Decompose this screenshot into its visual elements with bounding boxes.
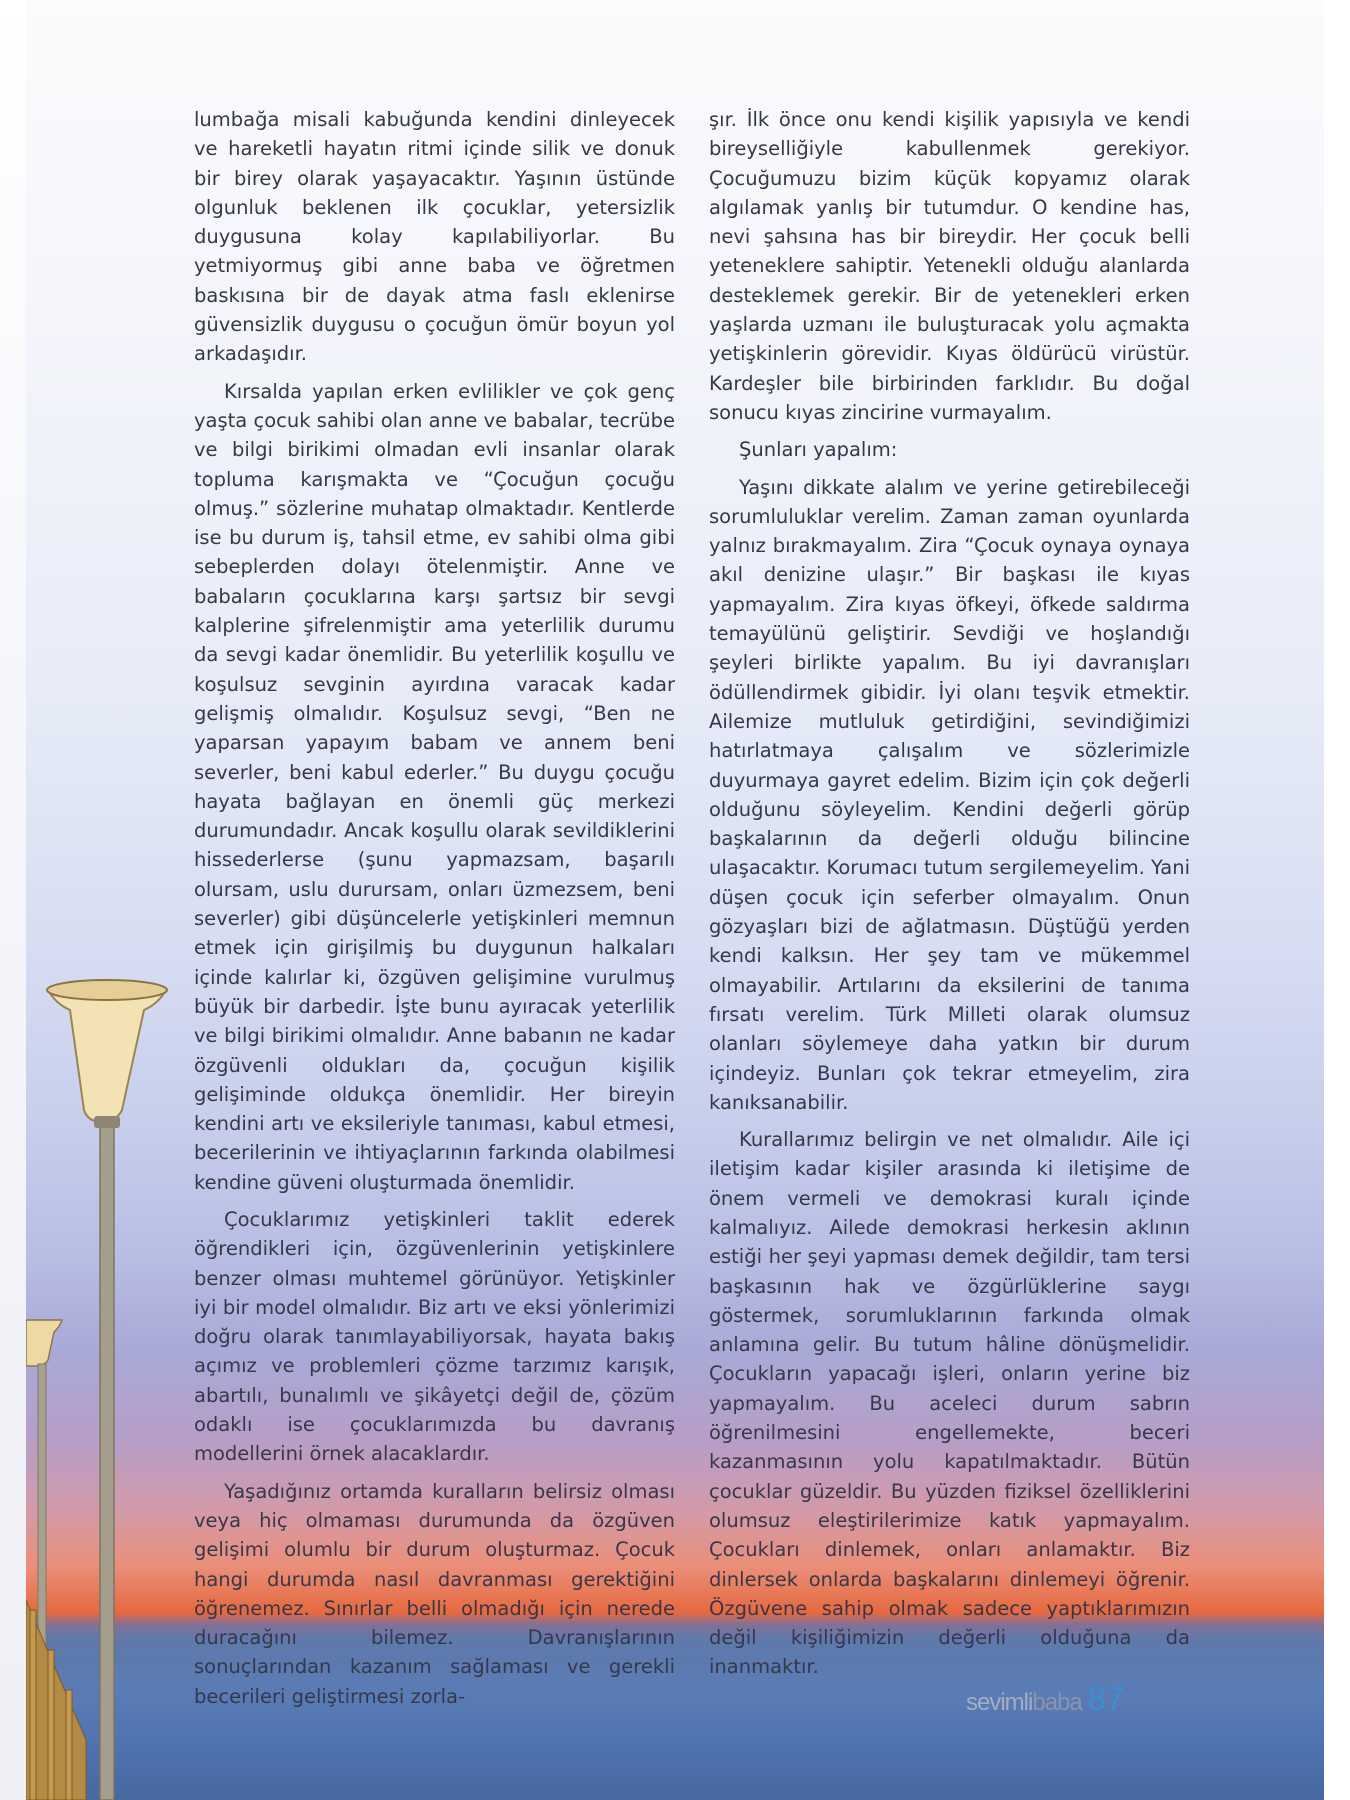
- paragraph: şır. İlk önce onu kendi kişilik yapısıyla ve kendi bireyselliğiyle kabullenmek gerekiyor. Çocuğumuzu bizim küçük kopyamız olarak algılamak yanlış bir tutumdur. O kendine has, nevi şahsına has bir bireydir. Her çocuk belli yeteneklere sahiptir. Yetenekli olduğu alanlarda desteklemek gerekir. Bir de yetenekleri erken yaşlarda uzmanı ile buluşturacak yolu açmakta yetişkinlerin görevidir. Kıyas öldürücü virüstür. Kardeşler bile birbirinden farklıdır. Bu doğal sonucu kıyas zincirine vurmayalım.: [709, 108, 1190, 424]
- paragraph: Yaşadığınız ortamda kuralların belirsiz olması veya hiç olmaması durumunda da özgüven gelişimi olumlu bir durum oluşturmaz. Çocuk hangi durumda nasıl davranması gerektiğini öğrenemez. Sınırlar belli olmadığı için nerede duracağını bilemez. Davranışlarının sonuçlarından kazanım sağlaması ve gerekli becerileri geliştirmesi zorla-: [194, 1479, 675, 1708]
- pier-railing: [26, 1600, 86, 1800]
- lamp-shade-small-icon: [26, 1320, 62, 1366]
- page-footer: [966, 1680, 1124, 1720]
- page-margin-left: [0, 0, 26, 1800]
- page-margin-right: [1324, 0, 1350, 1800]
- section-heading: Şunları yapalım:: [739, 438, 898, 462]
- lamp-shade-icon: [48, 990, 166, 1122]
- paragraph: Kurallarımız belirgin ve net olmalıdır. Aile içi iletişim kadar kişiler arasında ki iletişime de önem vermeli ve demokrasi kuralı içinde kalmalıyız. Ailede demokrasi herkesin aklının estiği her şeyi yapması demek değildir, tam tersi başkasının hak ve özgürlüklerine saygı göstermek, sorumluklarının farkında olmak anlamına gelir. Bu tutum hâline dönüşmelidir. Çocukların yapacağı işleri, onların yerine biz yapmayalım. Bu aceleci durum sabrın öğrenilmesini engellemekte, beceri kazanmasının yolu kapatılmaktadır. Bütün çocuklar güzeldir. Bu yüzden fiziksel özelliklerini olumsuz eleştirilerimize katık yapmayalım. Çocukları dinlemek, onları anlamaktır. Biz dinlersek onlarda başkalarını dinlemeyi öğrenir. Özgüvene sahip olmak sadece yaptıklarımızın değil kişiliğimizin değerli olduğuna da inanmaktır.: [709, 1128, 1190, 1679]
- article-column-left: [194, 105, 675, 1719]
- paragraph: lumbağa misali kabuğunda kendini dinleyecek ve hareketli hayatın ritmi içinde silik ve donuk bir birey olarak yaşayacaktır. Yaşının üstünde olgunluk beklenen ilk çocuklar, yetersizlik duygusuna kolay kapılabiliyorlar. Bu yetmiyormuş gibi anne baba ve öğretmen baskısına bir de dayak atma faslı eklenirse güvensizlik duygusu o çocuğun ömür boyun yol arkadaşıdır.: [194, 108, 675, 366]
- magazine-name: baba: [1032, 1689, 1082, 1716]
- page-number: 87: [1087, 1680, 1125, 1717]
- article-column-right: [709, 105, 1190, 1690]
- magazine-prefix: sevimli: [966, 1689, 1033, 1716]
- magazine-logo: [966, 1689, 1082, 1716]
- paragraph: Yaşını dikkate alalım ve yerine getirebileceği sorumluluklar verelim. Zaman zaman oyunlarda yalnız bırakmayalım. Zira “Çocuk oynaya oynaya akıl denizine ulaşır.” Bir başkası ile kıyas yapmayalım. Zira kıyas öfkeyi, öfkede saldırma temayülünü geliştirir. Sevdiği ve hoşlandığı şeyleri birlikte yapalım. Bu iyi davranışları ödüllendirmek gibidir. İyi olanı teşvik etmektir. Ailemize mutluluk getirdiğini, sevindiğimizi hatırlatmaya çalışalım ve sözlerimizle duyurmaya gayret edelim. Bizim için çok değerli olduğunu söyleyelim. Kendini değerli görüp başkalarının da değerli olduğu bilincine ulaşacaktır. Korumacı tutum sergilemeyelim. Yani düşen çocuk için seferber olmayalım. Onun gözyaşları bizi de ağlatmasın. Düştüğü yerden kendi kalksın. Her şey tam ve mükemmel olmayabilir. Artılarını da eksilerini de tanıma fırsatı verelim. Türk Milleti olarak olumsuz olanları söylemeye daha yatkın bir durum içindeyiz. Bunları çok tekrar etmeyelim, zira kanıksanabilir.: [709, 475, 1190, 1114]
- page-background: [26, 0, 1324, 1800]
- paragraph: Kırsalda yapılan erken evlilikler ve çok genç yaşta çocuk sahibi olan anne ve babalar, tecrübe ve bilgi birikimi olmadan evli insanlar olarak topluma karışmakta ve “Çocuğun çocuğu olmuş.” sözlerine muhatap olmaktadır. Kentlerde ise bu durum iş, tahsil etme, ev sahibi olma gibi sebeplerden dolayı ötelenmiştir. Anne ve babaların çocuklarına karşı şartsız bir sevgi kalplerine şifrelenmiştir ama yeterlilik durumu da sevgi kadar önemlidir. Bu yeterlilik koşullu ve koşulsuz sevginin ayırdına varacak kadar gelişmiş olmalıdır. Koşulsuz sevgi, “Ben ne yaparsan yapayım babam ve annem beni severler, beni kabul ederler.” Bu duygu çocuğu hayata bağlayan en önemli güç merkezi durumundadır. Ancak koşullu olarak sevildiklerini hissederlerse (şunu yapmazsam, başarılı olursam, uslu durursam, onları üzmezsem, beni severler) gibi düşüncelerle yetişkinleri memnun etmek için girişilmiş bu duygunun halkaları içinde kalırlar ki, özgüven gelişimine vurulmuş büyük bir darbedir. İşte bunu ayıracak yeterlilik ve bilgi birikimi olmalıdır. Anne babanın ne kadar özgüvenli oldukları da, çocuğun kişilik gelişiminde oldukça önemlidir. Her bireyin kendini artı ve eksileriyle tanıması, kabul etmesi, becerilerinin ve ihtiyaçlarının farkında olabilmesi kendine güveni oluşturmada önemlidir.: [194, 379, 675, 1194]
- paragraph: Çocuklarımız yetişkinleri taklit ederek öğrendikleri için, özgüvenlerinin yetişkinlere benzer olması muhtemel görünüyor. Yetişkinler iyi bir model olmalıdır. Biz artı ve eksi yönlerimizi doğru olarak tanımlayabiliyorsak, hayata bakış açımız ve problemleri çözme tarzımız karışık, abartılı, bunalımlı ve şikâyetçi değil de, çözüm odaklı ise çocuklarımızda bu davranış modellerini örnek alacaklardır.: [194, 1207, 675, 1466]
